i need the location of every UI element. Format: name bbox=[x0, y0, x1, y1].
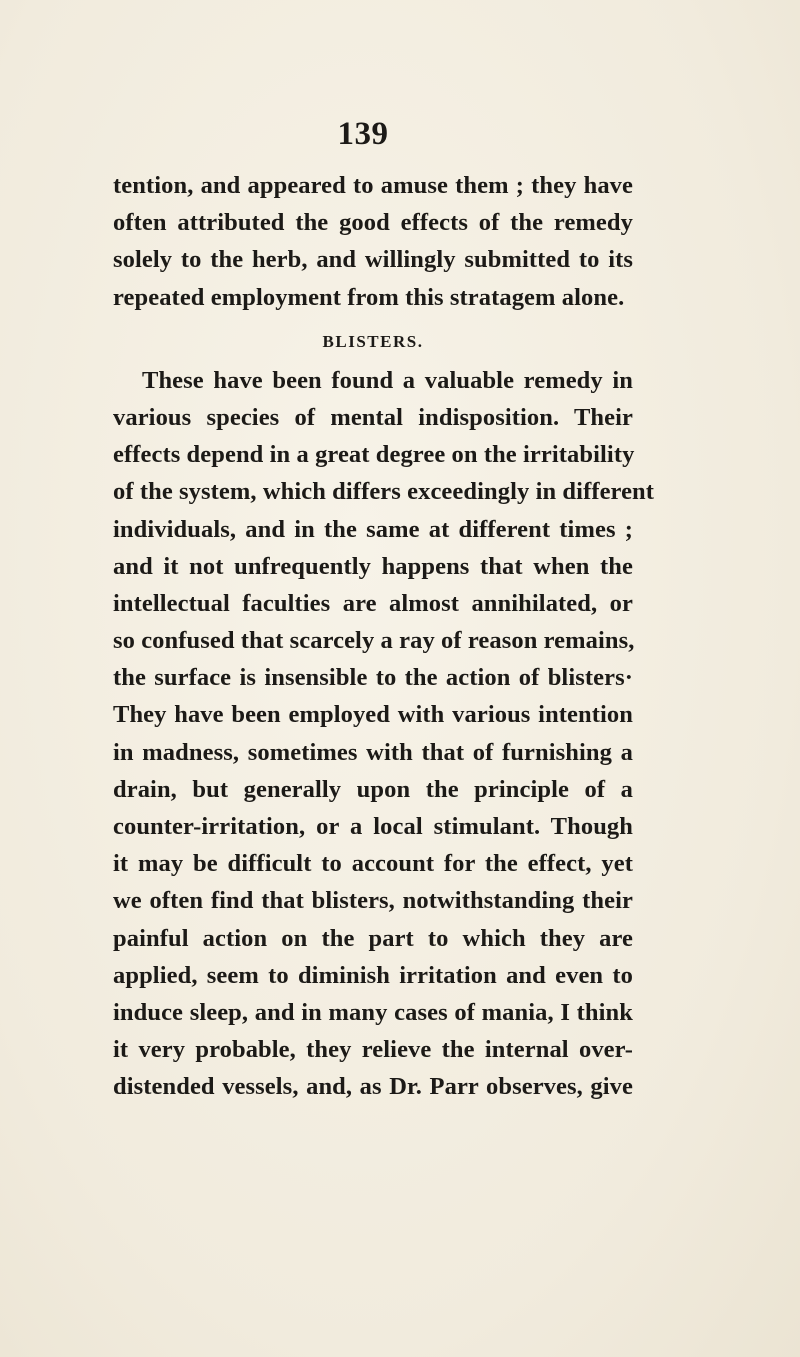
page-number: 139 bbox=[337, 116, 389, 152]
text-line: we often find that blisters, notwithstanding their bbox=[113, 887, 633, 915]
text-line: various species of mental indisposition. Their bbox=[113, 403, 633, 431]
text-line: the surface is insensible to the action of blisters· bbox=[113, 664, 633, 692]
text-line: drain, but generally upon the principle of a bbox=[113, 775, 633, 803]
text-line: of the system, which differs exceedingly in different bbox=[113, 478, 655, 506]
text-line: intellectual faculties are almost annihilated, or bbox=[113, 589, 633, 617]
text-line: solely to the herb, and willingly submitted to its bbox=[113, 246, 633, 274]
body-text bbox=[113, 167, 655, 1106]
text-line: effects depend in a great degree on the irritability bbox=[113, 441, 635, 469]
text-line: distended vessels, and, as Dr. Parr observes, give bbox=[113, 1073, 633, 1101]
text-line: induce sleep, and in many cases of mania, I think bbox=[113, 998, 633, 1026]
section-heading: BLISTERS. bbox=[322, 331, 424, 351]
text-line: it very probable, they relieve the internal over- bbox=[113, 1036, 633, 1064]
text-line: These have been found a valuable remedy in bbox=[142, 366, 633, 394]
paragraph-continuation bbox=[113, 167, 633, 316]
text-line: painful action on the part to which they are bbox=[113, 924, 633, 952]
text-line: applied, seem to diminish irritation and even to bbox=[113, 961, 633, 989]
paragraph-blisters bbox=[113, 362, 655, 1106]
text-line: individuals, and in the same at different times ; bbox=[113, 515, 633, 543]
text-line: and it not unfrequently happens that when the bbox=[113, 552, 633, 580]
text-line: in madness, sometimes with that of furnishing a bbox=[113, 738, 633, 766]
text-line: often attributed the good effects of the remedy bbox=[113, 209, 633, 237]
text-line: tention, and appeared to amuse them ; they have bbox=[113, 172, 633, 199]
text-line: repeated employment from this stratagem alone. bbox=[113, 283, 625, 311]
text-line: counter-irritation, or a local stimulant. Though bbox=[113, 813, 633, 840]
text-line: so confused that scarcely a ray of reason remains, bbox=[113, 627, 635, 655]
text-line: They have been employed with various intention bbox=[113, 701, 633, 729]
text-line: it may be difficult to account for the effect, yet bbox=[113, 850, 633, 878]
